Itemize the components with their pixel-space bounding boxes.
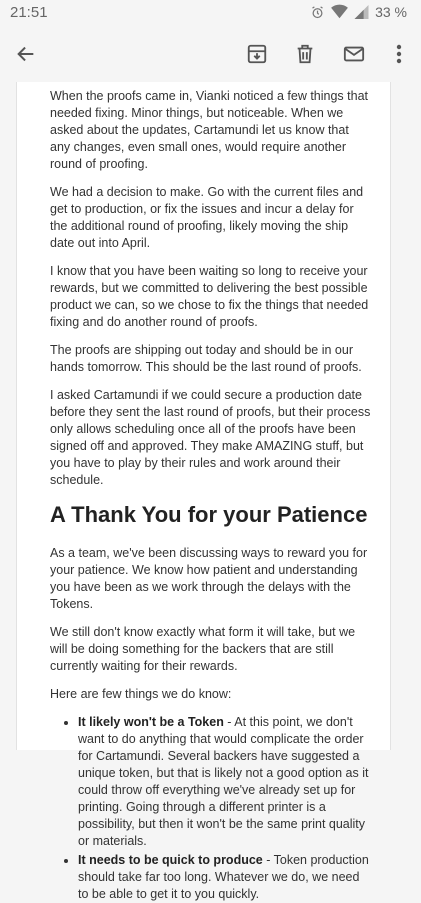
status-bar — [0, 0, 421, 26]
mail-button[interactable] — [338, 38, 370, 70]
status-icons — [310, 4, 407, 20]
bullet-list — [50, 714, 372, 903]
mail-icon — [342, 43, 366, 65]
email-paragraph: I asked Cartamundi if we could secure a production date before they sent the last round of proofs, but their process only allows scheduling once all of the proofs have been signed off and approved. They make AMAZING stuff, but you have to play by their rules and work around their schedule. — [50, 388, 371, 487]
signal-icon — [354, 5, 369, 19]
battery-label: 33 % — [375, 4, 407, 20]
status-time: 21:51 — [10, 4, 48, 21]
email-paragraph: We still don't know exactly what form it will take, but we will be doing something for the backers that are still currently waiting for their rewards. — [50, 625, 356, 673]
bullet-title: It needs to be quick to produce — [78, 853, 263, 867]
back-button[interactable] — [10, 38, 42, 70]
archive-download-icon — [246, 43, 268, 65]
delete-button[interactable] — [289, 38, 321, 70]
email-paragraph: Here are few things we do know: — [50, 687, 232, 701]
bullet-title: It likely won't be a Token — [78, 715, 224, 729]
section-heading: A Thank You for your Patience — [50, 502, 368, 527]
list-item — [64, 714, 372, 850]
app-bar — [0, 26, 421, 82]
email-paragraph: When the proofs came in, Vianki noticed a few things that needed fixing. Minor things, but noticeable. When we asked about the updates, Cartamundi let us know that any changes, even small ones, would require another round of proofing. — [50, 89, 369, 171]
email-paragraph: The proofs are shipping out today and should be in our hands tomorrow. This should be the last round of proofs. — [50, 343, 362, 374]
email-body[interactable] — [16, 82, 391, 901]
bullet-text: - Token production should take far too long. Whatever we do, we need to be able to get it to you quickly. — [78, 853, 369, 901]
email-paragraph: I know that you have been waiting so long to receive your rewards, but we committed to delivering the best possible product we can, so we chose to fix the things that needed fixing and do another round of proofs. — [50, 264, 369, 329]
more-options-button[interactable] — [383, 38, 415, 70]
trash-icon — [294, 43, 316, 65]
wifi-icon — [331, 5, 348, 19]
more-vertical-icon — [396, 44, 402, 64]
archive-button[interactable] — [241, 38, 273, 70]
list-item — [64, 852, 372, 903]
bullet-text: - At this point, we don't want to do anything that would complicate the order for Cartamundi. Several backers have suggested a unique token, but that is likely not a good option as it could throw off everything we've already set up for printing. Going through a different printer is a possibility, but then it won't be the same print quality or materials. — [78, 715, 369, 848]
alarm-icon — [310, 5, 325, 20]
email-paragraph: As a team, we've been discussing ways to reward you for your patience. We know how patient and understanding you have been as we work through the delays with the Tokens. — [50, 546, 368, 611]
email-paragraph: We had a decision to make. Go with the current files and get to production, or fix the issues and incur a delay for the additional round of proofing, likely moving the ship date out into April. — [50, 185, 364, 250]
arrow-left-icon — [15, 43, 37, 65]
